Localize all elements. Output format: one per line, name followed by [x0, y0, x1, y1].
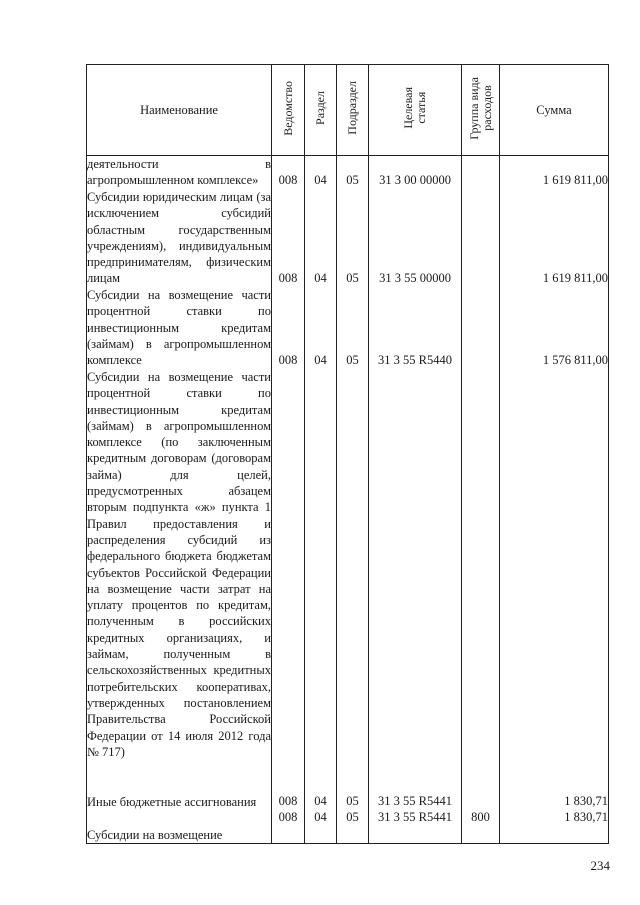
- page-number: 234: [590, 858, 610, 873]
- row-podrazdel: 05: [346, 794, 359, 808]
- row-gruppa: 800: [471, 810, 490, 824]
- row-vedomstvo: 008: [278, 353, 298, 367]
- row-name: Субсидии на возмещение части процентной ставки по инвестиционным кредитам (займам) в агропромышленном комплексе: [87, 288, 271, 368]
- header-celevaya: Целевая статья: [369, 65, 462, 156]
- row-summa: 1 830,71: [564, 794, 608, 808]
- table-header-row: [87, 65, 609, 156]
- row-podrazdel: 05: [346, 271, 359, 285]
- row-razdel: 04: [314, 810, 327, 824]
- gruppa-column: [462, 156, 500, 844]
- celevaya-column: [369, 156, 462, 844]
- row-razdel: 04: [314, 271, 327, 285]
- row-vedomstvo: 008: [278, 794, 298, 808]
- row-summa: 1 619 811,00: [542, 173, 608, 187]
- razdel-column: [305, 156, 337, 844]
- row-celevaya: 31 3 55 R5441: [378, 794, 452, 808]
- row-name: деятельности в агропромышленном комплексе»: [87, 157, 271, 188]
- row-name: Субсидии на возмещение части процентной ставки по инвестиционным кредитам (займам) в агропромышленном комплексе (по заключенным кредитным договорам (договорам займа) для целей, предусмотренных абзацем вторым подпункта «ж» пункта 1 Правил предоставления и распределения субсидий из федерального бюджета бюджетам субъектов Российской Федерации на возмещение части затрат на уплату процентов по кредитам, полученным в российских кредитных организациях, и займам, полученным в сельскохозяйственных кредитных потребительских кооперативах, утвержденных постановлением Правительства Российской Федерации от 14 июля 2012 года № 717): [87, 370, 271, 759]
- header-podrazdel: Подраздел: [337, 65, 369, 156]
- row-vedomstvo: 008: [278, 271, 298, 285]
- row-razdel: 04: [314, 353, 327, 367]
- row-summa: 1 619 811,00: [542, 271, 608, 285]
- row-name: Субсидии на возмещение: [87, 828, 223, 842]
- row-podrazdel: 05: [346, 173, 359, 187]
- name-column: [87, 156, 272, 844]
- row-podrazdel: 05: [346, 353, 359, 367]
- row-celevaya: 31 3 55 00000: [379, 271, 451, 285]
- budget-table: [86, 64, 609, 844]
- header-name: Наименование: [87, 65, 272, 156]
- row-name: Субсидии юридическим лицам (за исключением субсидий областным государственным учреждениям), индивидуальным предпринимателям, физическим лицам: [87, 190, 271, 286]
- row-name: Иные бюджетные ассигнования: [87, 795, 257, 809]
- summa-column: [500, 156, 609, 844]
- header-gruppa: Группа вида расходов: [462, 65, 500, 156]
- row-celevaya: 31 3 55 R5441: [378, 810, 452, 824]
- row-summa: 1 576 811,00: [542, 353, 608, 367]
- row-celevaya: 31 3 00 00000: [379, 173, 451, 187]
- row-vedomstvo: 008: [278, 173, 298, 187]
- header-summa: Сумма: [500, 65, 609, 156]
- row-razdel: 04: [314, 794, 327, 808]
- podrazdel-column: [337, 156, 369, 844]
- table-body-row: [87, 156, 609, 844]
- row-celevaya: 31 3 55 R5440: [378, 353, 452, 367]
- row-vedomstvo: 008: [278, 810, 298, 824]
- header-vedomstvo: Ведомство: [272, 65, 305, 156]
- header-razdel: Раздел: [305, 65, 337, 156]
- row-summa: 1 830,71: [564, 810, 608, 824]
- row-podrazdel: 05: [346, 810, 359, 824]
- row-razdel: 04: [314, 173, 327, 187]
- vedomstvo-column: [272, 156, 305, 844]
